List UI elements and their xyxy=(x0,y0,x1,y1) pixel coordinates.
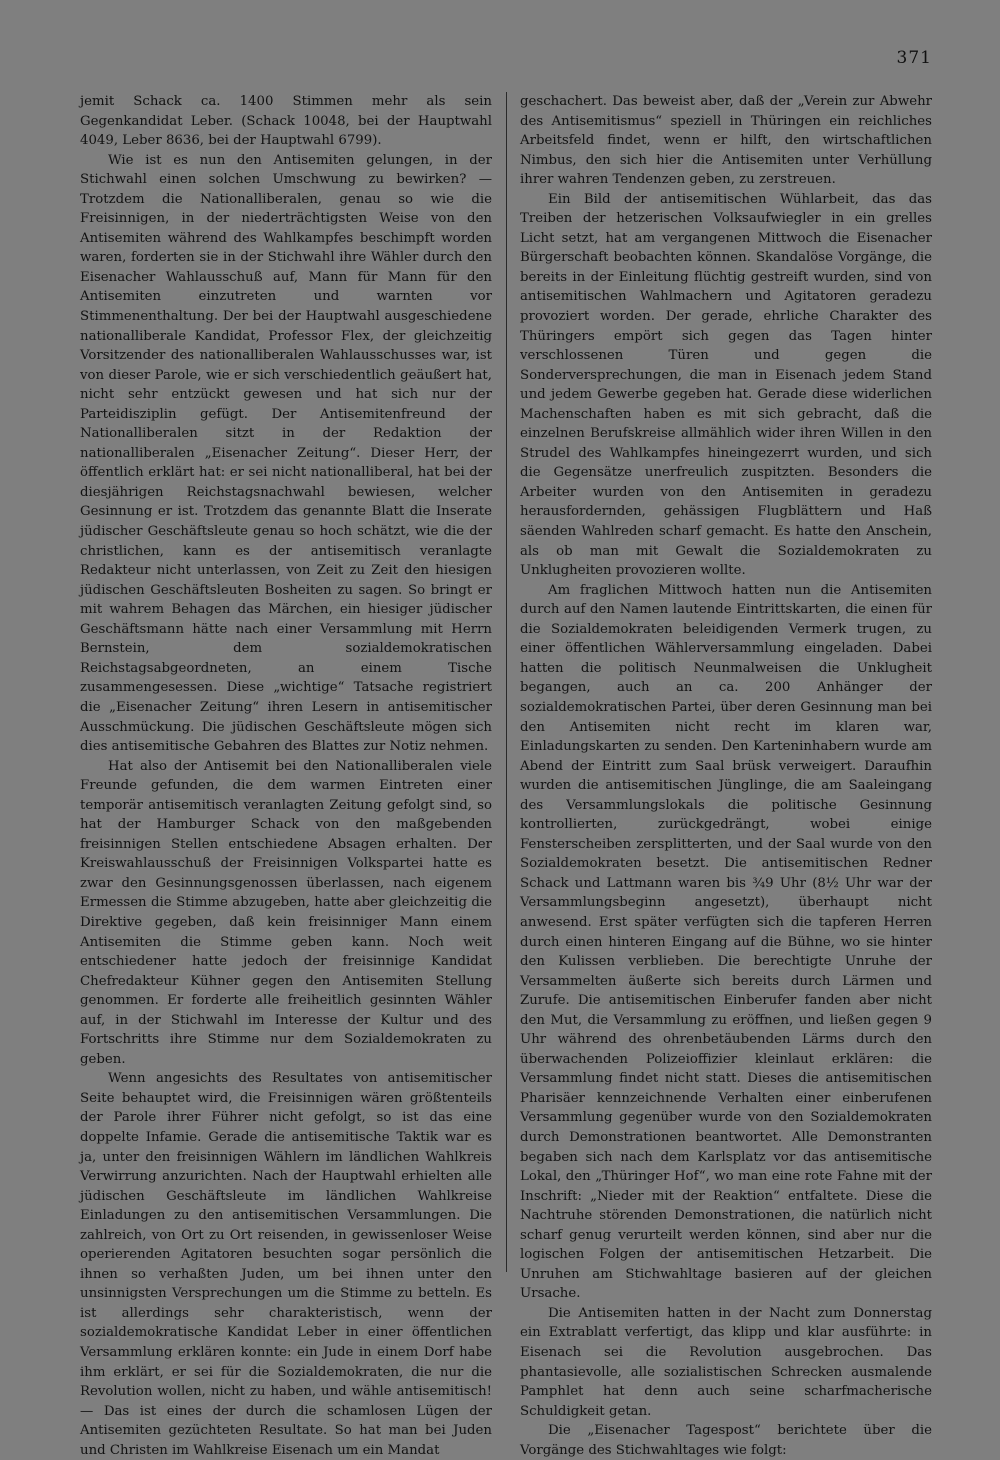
paragraph: Die „Eisenacher Tagespost“ berichtete über die Vorgänge des Stichwahltages wie folgt: xyxy=(520,1423,932,1458)
paragraph: Am fraglichen Mittwoch hatten nun die Antisemiten durch auf den Namen lautende Eintrittskarten, die einen für die Sozialdemokraten beleidigenden Vermerk trugen, zu einer öffentlichen Wählerversammlung eingeladen. Dabei hatten die politisch Neunmalweisen die Unklugheit begangen, auch an ca. 200 Anhänger der sozialdemokratischen Partei, über deren Gesinnung man bei den Antisemiten nicht recht im klaren war, Einladungskarten zu senden. Den Karteninhabern wurde am Abend der Eintritt zum Saal brüsk verweigert. Daraufhin wurden die antisemitischen Jünglinge, die am Saaleingang des Versammlungslokals die politische Gesinnung kontrollierten, zurückgedrängt, wobei einige Fensterscheiben zersplitterten, und der Saal wurde von den Sozialdemokraten besetzt. Die antisemitischen Redner Schack und Lattmann waren bis ¾9 Uhr (8½ Uhr war der Versammlungsbeginn angesetzt), überhaupt nicht anwesend. Erst später verfügten sich die tapferen Herren durch einen hinteren Eingang auf die Bühne, wo sie hinter den Kulissen verblieben. Die berechtigte Unruhe der Versammelten äußerte sich bereits durch Lärmen und Zurufe. Die antisemitischen Einberufer fanden aber nicht den Mut, die Versammlung zu eröffnen, und ließen gegen 9 Uhr während des ohrenbetäubenden Lärms durch den überwachenden Polizeioffizier kleinlaut erklären: die Versammlung findet nicht statt. Dieses die antisemitischen Pharisäer kennzeichnende Verhalten einer einberufenen Versammlung gegenüber wurde von den Sozialdemokraten durch Demonstrationen beantwortet. Alle Demonstranten begaben sich nach dem Karlsplatz vor das antisemitische Lokal, den „Thüringer Hof“, wo man eine rote Fahne mit der Inschrift: „Nieder mit der Reaktion“ entfaltete. Diese die Nachtruhe störenden Demonstrationen, die natürlich nicht scharf genug verurteilt werden können, sind aber nur die logischen Folgen der antisemitischen Hetzarbeit. Die Unruhen am Stichwahltage basieren auf der gleichen Ursache. xyxy=(520,582,932,1302)
page-number: 371 xyxy=(896,48,932,68)
paragraph: Wenn angesichts des Resultates von antisemitischer Seite behauptet wird, die Freisinnigen wären größtenteils der Parole ihrer Führer nicht gefolgt, so ist das eine doppelte Infamie. Gerade die antisemitische Taktik war es ja, unter den freisinnigen Wählern im ländlichen Wahlkreis Verwirrung anzurichten. Nach der Hauptwahl erhielten alle jüdischen Geschäftsleute im ländlichen Wahlkreise Einladungen zu den antisemitischen Versammlungen. Die zahlreich, von Ort zu Ort reisenden, in gewissenloser Weise operierenden Agitatoren besuchten sogar persönlich die ihnen so verhaßten Juden, um bei ihnen unter den unsinnigsten Versprechungen um die Stimme zu betteln. Es ist allerdings sehr charakteristisch, wenn der sozialdemokratische Kandidat Leber in einer öffentlichen Versammlung erklären konnte: ein Jude in einem Dorf habe ihm erklärt, er sei für die Sozialdemokraten, die nur die Revolution wollen, nicht zu haben, und wähle antisemitisch! — Das ist eines der durch die schamlosen Lügen der Antisemiten gezüchteten Resultate. So hat man bei Juden und Christen im Wahlkreise Eisenach um ein Mandat xyxy=(80,1071,492,1458)
paragraph: Wie ist es nun den Antisemiten gelungen, in der Stichwahl einen solchen Umschwung zu bewirken? — Trotzdem die Nationalliberalen, genau so wie die Freisinnigen, in der niederträchtigsten Weise von den Antisemiten während des Wahlkampfes beschimpft worden waren, forderten sie in der Stichwahl ihre Wähler durch den Eisenacher Wahlausschuß auf, Mann für Mann für den Antisemiten einzutreten und warnten vor Stimmenenthaltung. Der bei der Hauptwahl ausgeschiedene nationalliberale Kandidat, Professor Flex, der gleichzeitig Vorsitzender des nationalliberalen Wahlausschusses war, ist von dieser Parole, wie er sich verschiedentlich geäußert hat, nicht sehr entzückt gewesen und hat sich nur der Parteidisziplin gefügt. Der Antisemitenfreund der Nationalliberalen sitzt in der Redaktion der nationalliberalen „Eisenacher Zeitung“. Dieser Herr, der öffentlich erklärt hat: er sei nicht nationalliberal, hat bei der diesjährigen Reichstagsnachwahl bewiesen, welcher Gesinnung er ist. Trotzdem das genannte Blatt die Inserate jüdischer Geschäftsleute genau so hoch schätzt, wie die der christlichen, kann es der antisemitisch veranlagte Redakteur nicht unterlassen, von Zeit zu Zeit den hiesigen jüdischen Geschäftsleuten Bosheiten zu sagen. So bringt er mit wahrem Behagen das Märchen, ein hiesiger jüdischer Geschäftsmann hätte nach einer Versammlung mit Herrn Bernstein, dem sozialdemokratischen Reichstagsabgeordneten, an einem Tische zusammengesessen. Diese „wichtige“ Tatsache registriert die „Eisenacher Zeitung“ ihren Lesern in antisemitischer Ausschmückung. Die jüdischen Geschäftsleute mögen sich dies antisemitische Gebahren des Blattes zur Notiz nehmen. xyxy=(80,152,492,755)
paragraph: Ein Bild der antisemitischen Wühlarbeit, das das Treiben der hetzerischen Volksaufwiegler in ein grelles Licht setzt, hat am vergangenen Mittwoch die Eisenacher Bürgerschaft beobachten können. Skandalöse Vorgänge, die bereits in der Einleitung flüchtig gestreift wurden, sind von antisemitischen Wahlmachern und Agitatoren geradezu provoziert worden. Der gerade, ehrliche Charakter des Thüringers empört sich gegen das Tagen hinter verschlossenen Türen und gegen die Sonderversprechungen, die man in Eisenach jedem Stand und jedem Gewerbe gegeben hat. Gerade diese widerlichen Machenschaften haben es mit sich gebracht, daß die einzelnen Berufskreise allmählich wider ihren Willen in den Strudel des Wahlkampfes hineingezerrt wurden, und sich die Gegensätze unerfreulich zuspitzten. Besonders die Arbeiter wurden von den Antisemiten in geradezu herausfordernden, gehässigen Flugblättern und Haß säenden Wahlreden scharf gemacht. Es hatte den Anschein, als ob man mit Gewalt die Sozialdemokraten zu Unklugheiten provozieren wollte. xyxy=(520,191,932,579)
paragraph: jemit Schack ca. 1400 Stimmen mehr als sein Gegenkandidat Leber. (Schack 10048, bei der Hauptwahl 4049, Leber 8636, bei der Hauptwahl 6799). xyxy=(80,94,492,149)
right-column xyxy=(520,92,932,1460)
left-column xyxy=(80,92,492,1460)
paragraph: geschachert. Das beweist aber, daß der „Verein zur Abwehr des Antisemitismus“ speziell in Thüringen ein reichliches Arbeitsfeld findet, wenn er hilft, den wirtschaftlichen Nimbus, den sich hier die Antisemiten unter Verhüllung ihrer wahren Tendenzen geben, zu zerstreuen. xyxy=(520,94,932,188)
paragraph: Die Antisemiten hatten in der Nacht zum Donnerstag ein Extrablatt verfertigt, das klipp und klar ausführte: in Eisenach sei die Revolution ausgebrochen. Das phantasievolle, alle sozialistischen Schrecken ausmalende Pamphlet hat denn auch seine scharfmacherische Schuldigkeit getan. xyxy=(520,1305,932,1419)
paragraph: Hat also der Antisemit bei den Nationalliberalen viele Freunde gefunden, die dem warmen Eintreten einer temporär antisemitisch veranlagten Zeitung gefolgt sind, so hat der Hamburger Schack von den maßgebenden freisinnigen Stellen entschiedene Absagen erhalten. Der Kreiswahlausschuß der Freisinnigen Volkspartei hatte es zwar den Gesinnungsgenossen überlassen, nach eigenem Ermessen die Stimme abzugeben, hatte aber gleichzeitig die Direktive gegeben, daß kein freisinniger Mann einem Antisemiten die Stimme geben kann. Noch weit entschiedener hatte jedoch der freisinnige Kandidat Chefredakteur Kühner gegen den Antisemiten Stellung genommen. Er forderte alle freiheitlich gesinnten Wähler auf, in der Stichwahl im Interesse der Kultur und des Fortschritts ihre Stimme nur dem Sozialdemokraten zu geben. xyxy=(80,758,492,1067)
column-divider xyxy=(506,92,507,1272)
